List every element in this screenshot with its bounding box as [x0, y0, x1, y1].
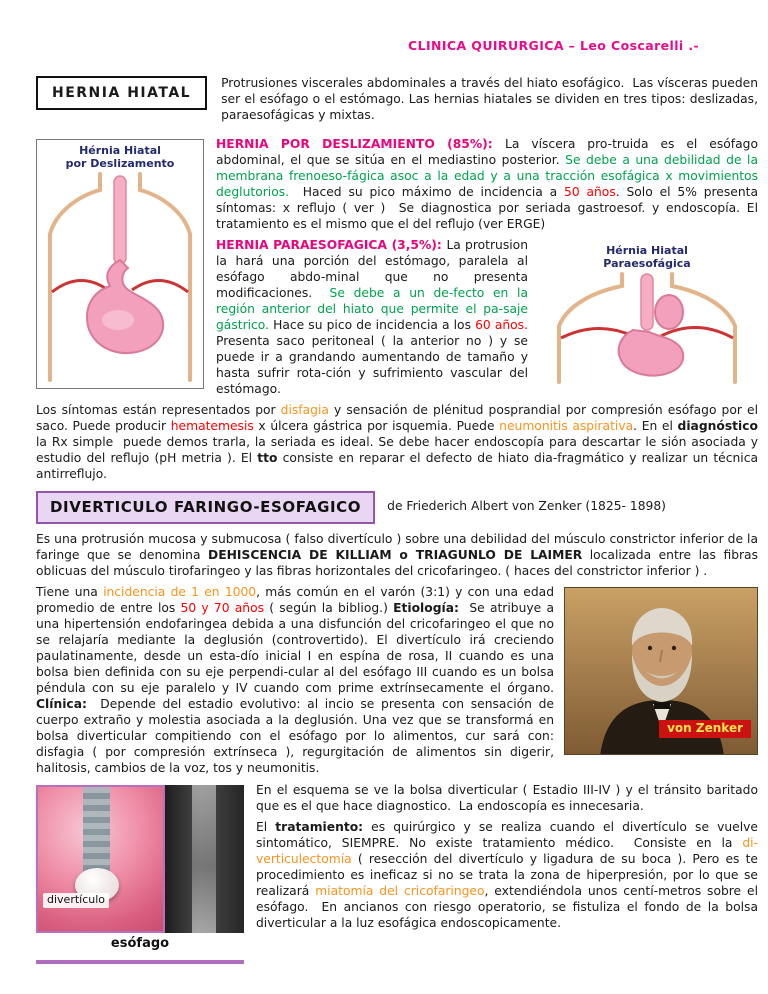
- figure-title-line: Hérnia Hiatal: [606, 243, 688, 257]
- anatomy-sliding-hernia-illustration: [40, 172, 200, 382]
- section-tratamiento-body: [36, 782, 762, 951]
- paragraph-definicion-diverticulo: Es una protrusión mucosa y submucosa ( falso divertículo ) sobre una debilidad del músculo constrictor inferior de la faringe que se denomina DEHISCENCIA DE KILLIAM o TRIAGUNLO DE LAIMER localizada entre las fibras oblicuas del músculo tirofaringeo y las fibras horizontales del cricofaringeo. ( haces del constrictor inferior ) .: [36, 532, 762, 579]
- paragraph-tratamiento: El tratamiento: es quirúrgico y se realiza cuando el divertículo se vuelve sintomático, SIEMPRE. No existe tratamiento médico. Consiste en la di-verticulectomía ( resección del divertículo y ligadura de su boca ). Pero es te procedimiento es ineficaz si no se trata la zona de hiperpresión, por lo que se realizará miatomía del cricofaringeo, extendiéndola unos centí-metros sobre el esófago. En ancianos con riesgo operatorio, se fistuliza el fondo de la bolsa diverticular a la luz esofágica endoscopicamente.: [256, 819, 762, 930]
- figure-hernia-paraesofagica: [536, 240, 758, 384]
- xray-image: [165, 785, 244, 933]
- figure-paraesofagica-title: [536, 245, 758, 270]
- paragraph-deslizamiento: HERNIA POR DESLIZAMIENTO (85%): La víscera pro-truida es el esófago abdominal, el que se sitúa en el mediastino posterior. Se debe a una debilidad de la membrana frenoeso-fágica asoc a la edad y a una tracción esofágica x movimientos deglutorios. Haced su pico máximo de incidencia a 50 años. Solo el 5% presenta síntomas: x reflujo ( ver ) Se diagnostica por seriada gastroesof. y endoscopía. El tratamiento es el mismo que el del reflujo (ver ERGE): [216, 136, 762, 231]
- figure-title-line: por Deslizamento: [65, 156, 175, 170]
- page-content: [36, 76, 762, 964]
- divider-line: [36, 960, 244, 964]
- figure-von-zenker-portrait: [564, 587, 758, 755]
- figure-title-line: Hérnia Hiatal: [79, 143, 161, 157]
- section-hernia-hiatal-header: [36, 76, 762, 129]
- esofago-caption: esófago: [36, 933, 244, 954]
- section-diverticulo-header: [36, 491, 758, 525]
- xray-esophagus-column: [192, 785, 216, 933]
- section-hernia-hiatal-body: [36, 136, 762, 483]
- hernia-hiatal-title-box: HERNIA HIATAL: [36, 76, 207, 110]
- hernia-hiatal-intro: Protrusiones viscerales abdominales a través del hiato esofágico. Las vísceras pueden ser el esófago o el estómago. Las hernias hiatales se dividen en tres tipos: deslizadas, paraesofágicas y mixtas.: [221, 76, 762, 122]
- figure-hernia-deslizamiento: [36, 139, 204, 389]
- figure-deslizamiento-title: [37, 145, 203, 170]
- section-diverticulo-body: [36, 585, 758, 777]
- diverticulo-subtitle: de Friederich Albert von Zenker (1825- 1898): [387, 499, 666, 514]
- paragraph-esquema: En el esquema se ve la bolsa diverticular ( Estadio III-IV ) y el tránsito baritado que es el que hace diagnostico. La endoscopía es innecesaria.: [256, 782, 762, 813]
- von-zenker-caption: von Zenker: [659, 720, 751, 738]
- neck-anatomy-image: [36, 785, 165, 933]
- paragraph-etiologia-clinica: Tiene una incidencia de 1 en 1000, más común en el varón (3:1) y con una edad promedio de entre los 50 y 70 años ( según la bibliog.) Etiología: Se atribuye a una hipertensión endofaringea debida a una disfunción del cricofaringeo el que no se relajaría mediante la deglusión (controvertido). El divertículo irá creciendo paulatinamente, desde un esta-dío inicial I en espína de rosa, II cuando es una bolsa bien definida con su eje perpendi-cular al del esófago III cuando es un bolsa péndula con su eje paralelo y IV cuando com prime extrínsecamente el órgano. Clínica: Depende del estadio evolutivo: al incio se presenta con sensación de cuerpo extraño y molestia asociada a la deglusión. Una vez que se transformá en bolsa diverticular compitiendo con el esófago por lo alimentos, cur sará con: disfagia ( por compresión extrínseca ), regurgitación de alimentos sin digerir, halitosis, cambios de la voz, tos y neumonitis.: [36, 585, 562, 775]
- paragraph-sintomas: Los síntomas están representados por disfagia y sensación de plénitud posprandial por compresión esófago por el saco. Puede producir hematemesis x úlcera gástrica por isquemia. Puede neumonitis aspirativa. En el diagnóstico la Rx simple puede demos trarla, la seriada es ideal. Se debe hacer endoscopía para descartar le sión asociada y estudio del reflujo (pH metria ). El tto consiste en reparar el defecto de hiato dia-fragmático y realizar un técnica antirreflujo.: [36, 402, 762, 481]
- anatomy-paraesophageal-hernia-illustration: [537, 272, 757, 384]
- diverticulo-title-box: DIVERTICULO FARINGO-ESOFAGICO: [36, 491, 375, 525]
- document-title: CLINICA QUIRURGICA – Leo Coscarelli .-: [408, 38, 700, 53]
- diverticulo-images: [36, 785, 244, 933]
- diverticulo-label: divertículo: [43, 893, 109, 907]
- figure-title-line: Paraesofágica: [603, 256, 691, 270]
- paragraph-paraesofagica: HERNIA PARAESOFAGICA (3,5%): La protrusion la hará una porción del estómago, paralela al esófago abdo-minal que no presenta modificaciones. Se debe a un de-fecto en la región anterior del hiato que permite el pa-saje gástrico. Hace su pico de incidencia a los 60 años. Presenta saco peritoneal ( la anterior no ) y se puede ir a grandando aumentando de tamaño y hasta sufrir rota-ción y sufrimiento vascular del estómago.: [216, 237, 532, 396]
- figure-diverticulo-anatomia: [36, 785, 244, 964]
